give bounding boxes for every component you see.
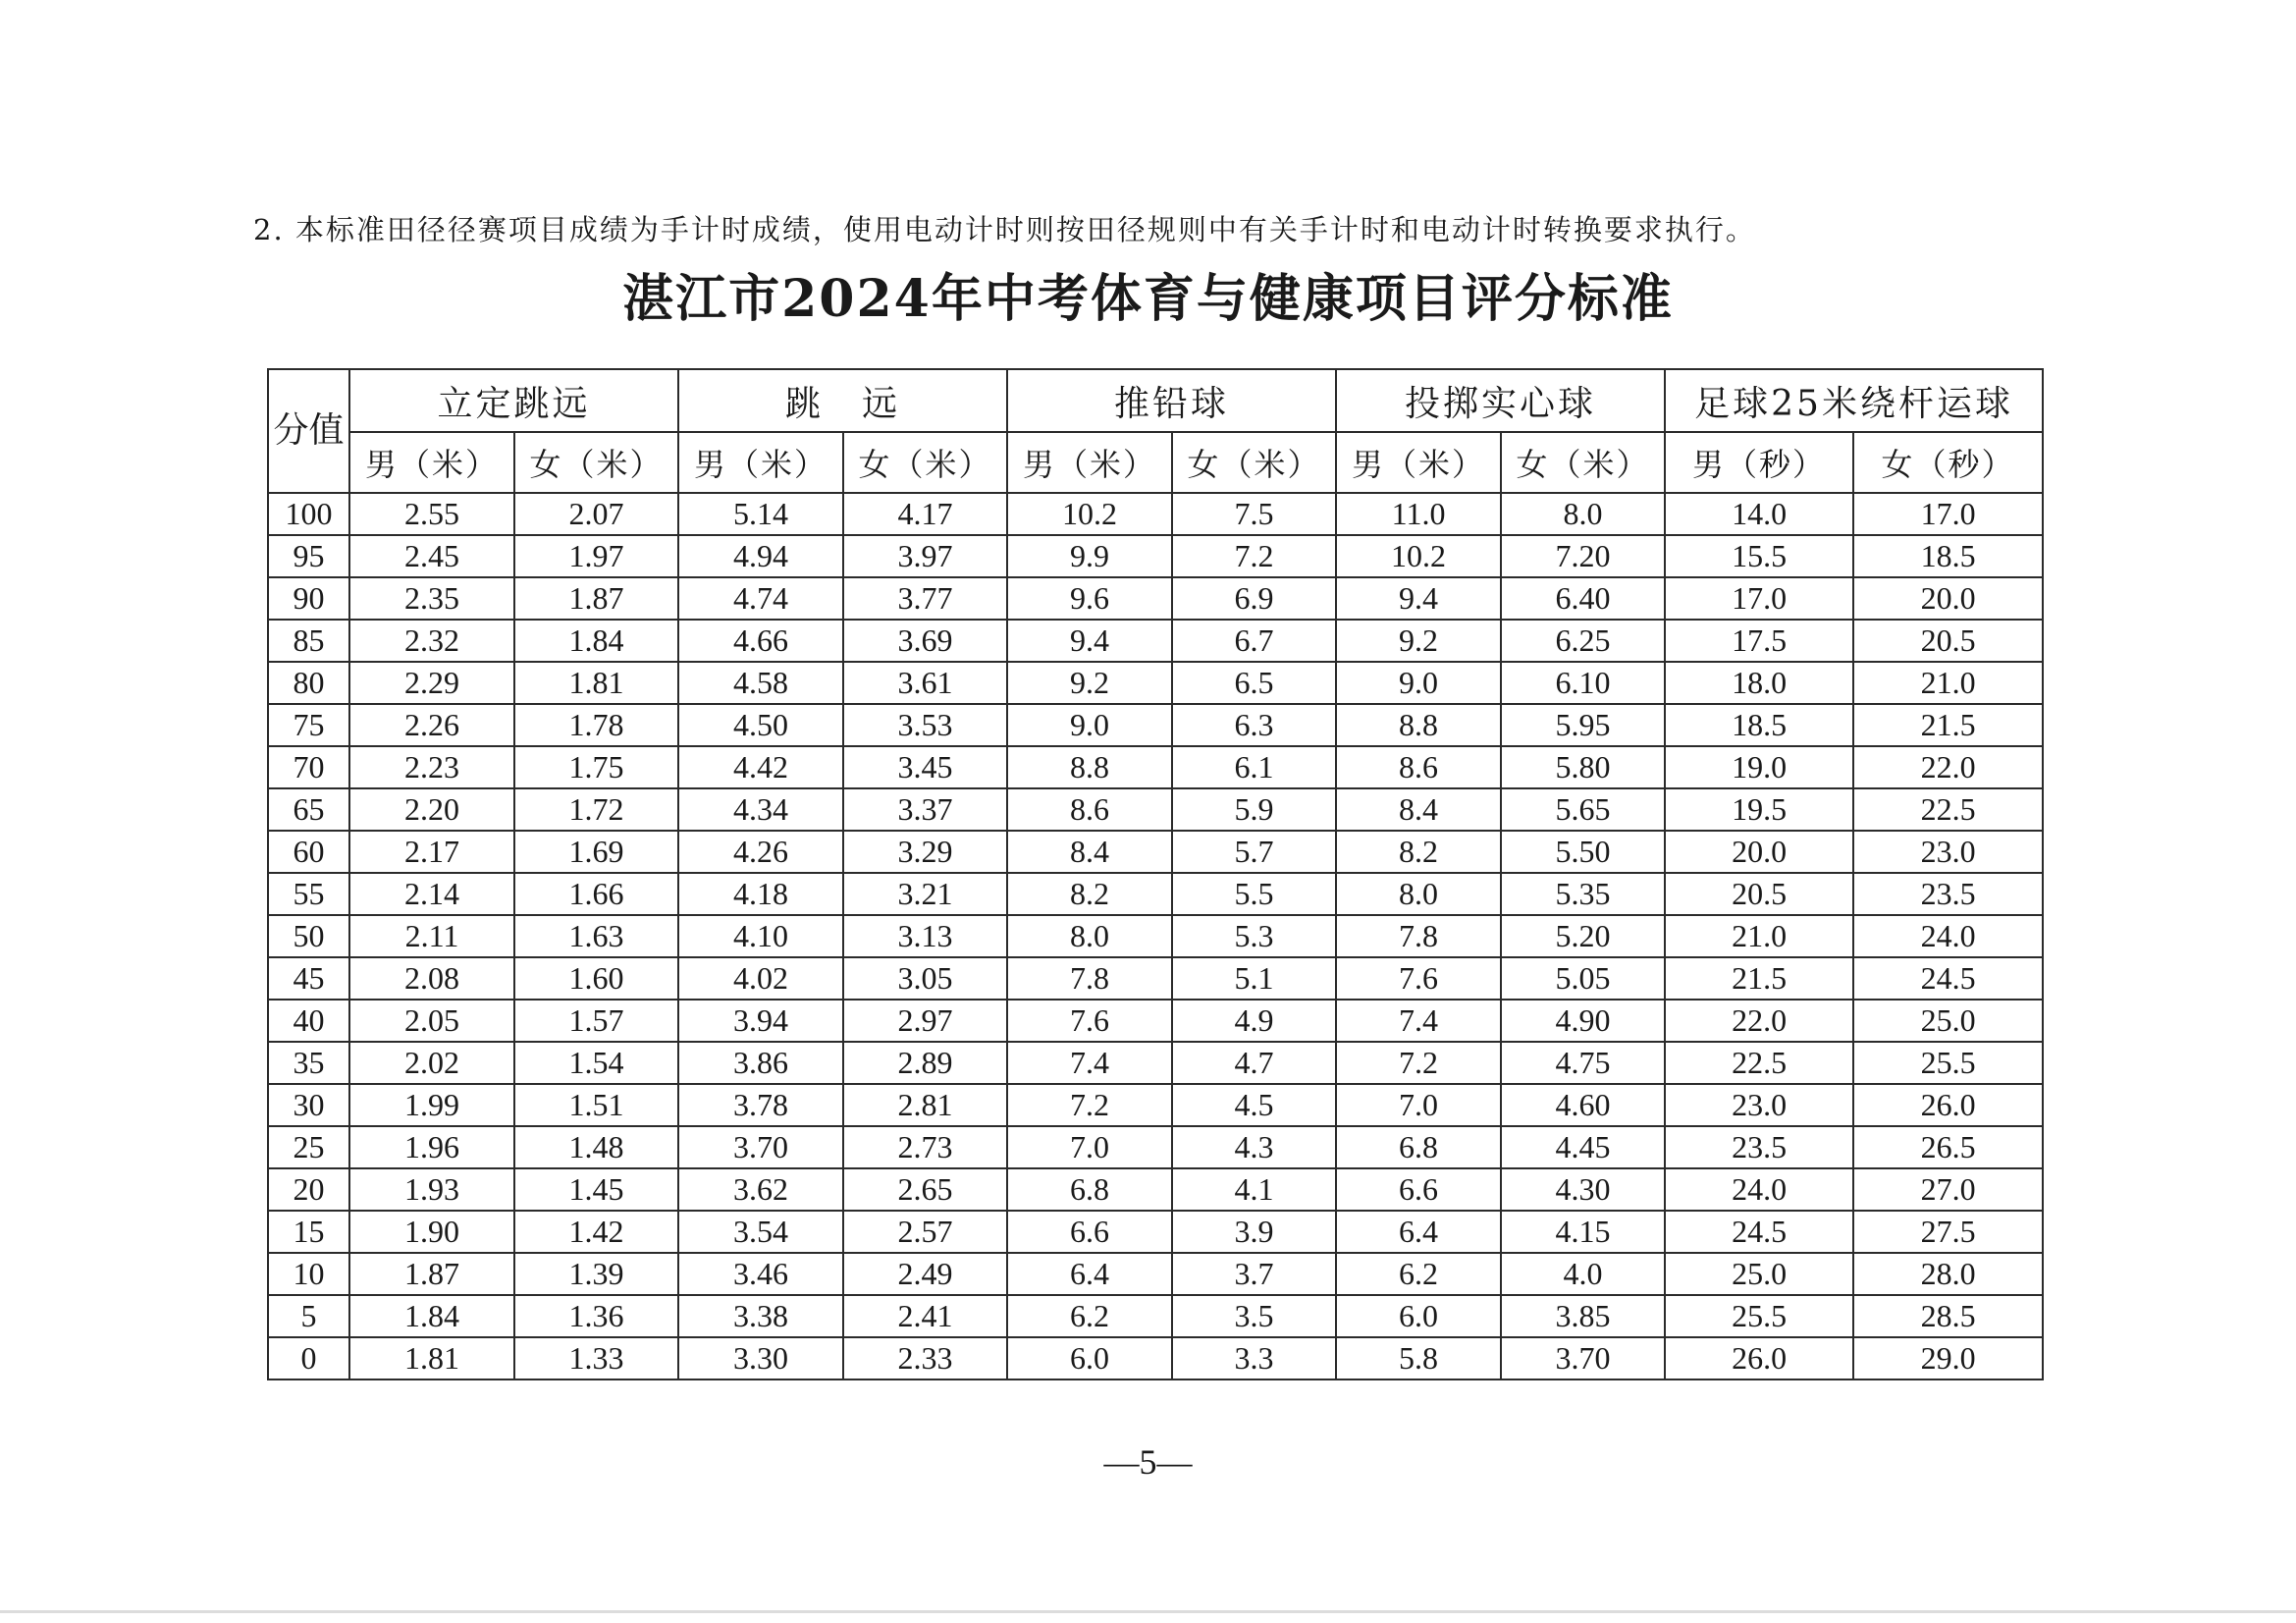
event-header: 足球25米绕杆运球 — [1665, 369, 2043, 432]
score-cell: 95 — [268, 535, 349, 577]
score-column-header: 分值 — [268, 369, 349, 493]
gender-unit-header: 女（米） — [1172, 432, 1336, 493]
standard-cell: 6.3 — [1172, 704, 1336, 746]
standard-cell: 7.2 — [1172, 535, 1336, 577]
standard-cell: 23.5 — [1853, 873, 2043, 915]
standard-cell: 9.4 — [1007, 620, 1172, 662]
standard-cell: 1.99 — [349, 1084, 514, 1126]
standard-cell: 3.69 — [843, 620, 1007, 662]
standard-cell: 5.7 — [1172, 831, 1336, 873]
standard-cell: 6.10 — [1501, 662, 1665, 704]
table-row — [268, 662, 2043, 704]
standard-cell: 9.2 — [1336, 620, 1501, 662]
note-text: 2. 本标准田径径赛项目成绩为手计时成绩，使用电动计时则按田径规则中有关手计时和电动计时转换要求执行。 — [253, 213, 1756, 246]
gender-unit-header: 女（米） — [514, 432, 678, 493]
standard-cell: 3.30 — [678, 1337, 843, 1380]
score-cell: 60 — [268, 831, 349, 873]
standard-cell: 10.2 — [1007, 493, 1172, 535]
standard-cell: 1.69 — [514, 831, 678, 873]
gender-unit-header: 女（米） — [843, 432, 1007, 493]
standard-cell: 21.0 — [1853, 662, 2043, 704]
standard-cell: 3.62 — [678, 1168, 843, 1211]
table-row — [268, 873, 2043, 915]
event-header: 推铅球 — [1007, 369, 1336, 432]
standard-cell: 20.0 — [1665, 831, 1853, 873]
standard-cell: 27.0 — [1853, 1168, 2043, 1211]
standard-cell: 6.2 — [1336, 1253, 1501, 1295]
standard-cell: 2.35 — [349, 577, 514, 620]
standard-cell: 4.02 — [678, 957, 843, 1000]
standard-cell: 8.0 — [1336, 873, 1501, 915]
standard-cell: 4.34 — [678, 788, 843, 831]
standard-cell: 2.23 — [349, 746, 514, 788]
standard-cell: 3.5 — [1172, 1295, 1336, 1337]
score-cell: 30 — [268, 1084, 349, 1126]
standard-cell: 2.32 — [349, 620, 514, 662]
table-row — [268, 1337, 2043, 1380]
standard-cell: 8.0 — [1007, 915, 1172, 957]
standard-cell: 1.87 — [349, 1253, 514, 1295]
gender-unit-header: 女（秒） — [1853, 432, 2043, 493]
standard-cell: 2.49 — [843, 1253, 1007, 1295]
standard-cell: 6.25 — [1501, 620, 1665, 662]
standard-cell: 27.5 — [1853, 1211, 2043, 1253]
standard-cell: 6.1 — [1172, 746, 1336, 788]
standard-cell: 8.2 — [1007, 873, 1172, 915]
standard-cell: 3.61 — [843, 662, 1007, 704]
standard-cell: 5.8 — [1336, 1337, 1501, 1380]
standard-cell: 2.73 — [843, 1126, 1007, 1168]
standard-cell: 1.84 — [349, 1295, 514, 1337]
standard-cell: 14.0 — [1665, 493, 1853, 535]
standard-cell: 25.5 — [1853, 1042, 2043, 1084]
standard-cell: 2.33 — [843, 1337, 1007, 1380]
gender-unit-header: 男（秒） — [1665, 432, 1853, 493]
table-row — [268, 620, 2043, 662]
table-row — [268, 957, 2043, 1000]
score-cell: 50 — [268, 915, 349, 957]
standard-cell: 4.5 — [1172, 1084, 1336, 1126]
standard-cell: 1.60 — [514, 957, 678, 1000]
score-cell: 35 — [268, 1042, 349, 1084]
standard-cell: 6.8 — [1336, 1126, 1501, 1168]
standard-cell: 4.0 — [1501, 1253, 1665, 1295]
score-cell: 0 — [268, 1337, 349, 1380]
document-title: 湛江市2024年中考体育与健康项目评分标准 — [622, 269, 1674, 329]
standard-cell: 8.8 — [1007, 746, 1172, 788]
score-cell: 45 — [268, 957, 349, 1000]
standard-cell: 2.89 — [843, 1042, 1007, 1084]
standard-cell: 1.57 — [514, 1000, 678, 1042]
gender-unit-header: 女（米） — [1501, 432, 1665, 493]
standard-cell: 5.35 — [1501, 873, 1665, 915]
standard-cell: 4.26 — [678, 831, 843, 873]
standard-cell: 4.94 — [678, 535, 843, 577]
score-cell: 100 — [268, 493, 349, 535]
standard-cell: 4.45 — [1501, 1126, 1665, 1168]
standard-cell: 2.41 — [843, 1295, 1007, 1337]
standard-cell: 2.55 — [349, 493, 514, 535]
table-row — [268, 746, 2043, 788]
standard-cell: 19.0 — [1665, 746, 1853, 788]
standard-cell: 3.9 — [1172, 1211, 1336, 1253]
score-cell: 20 — [268, 1168, 349, 1211]
standard-cell: 10.2 — [1336, 535, 1501, 577]
standard-cell: 1.63 — [514, 915, 678, 957]
standard-cell: 2.08 — [349, 957, 514, 1000]
table-row — [268, 577, 2043, 620]
standard-cell: 2.05 — [349, 1000, 514, 1042]
standard-cell: 8.2 — [1336, 831, 1501, 873]
event-header: 投掷实心球 — [1336, 369, 1665, 432]
standard-cell: 21.5 — [1853, 704, 2043, 746]
standard-cell: 26.0 — [1665, 1337, 1853, 1380]
table-row — [268, 1042, 2043, 1084]
standard-cell: 5.9 — [1172, 788, 1336, 831]
standard-cell: 7.4 — [1007, 1042, 1172, 1084]
standard-cell: 15.5 — [1665, 535, 1853, 577]
standard-cell: 7.6 — [1336, 957, 1501, 1000]
score-cell: 70 — [268, 746, 349, 788]
standard-cell: 2.14 — [349, 873, 514, 915]
standard-cell: 3.7 — [1172, 1253, 1336, 1295]
table-row — [268, 1253, 2043, 1295]
standard-cell: 1.97 — [514, 535, 678, 577]
standard-cell: 7.2 — [1007, 1084, 1172, 1126]
standard-cell: 3.3 — [1172, 1337, 1336, 1380]
standard-cell: 5.50 — [1501, 831, 1665, 873]
score-cell: 5 — [268, 1295, 349, 1337]
standard-cell: 22.0 — [1853, 746, 2043, 788]
standard-cell: 24.5 — [1853, 957, 2043, 1000]
standard-cell: 1.87 — [514, 577, 678, 620]
standard-cell: 6.9 — [1172, 577, 1336, 620]
standard-cell: 1.90 — [349, 1211, 514, 1253]
standard-cell: 2.26 — [349, 704, 514, 746]
standard-cell: 5.65 — [1501, 788, 1665, 831]
table-row — [268, 1168, 2043, 1211]
event-header: 跳 远 — [678, 369, 1007, 432]
gender-unit-header: 男（米） — [349, 432, 514, 493]
standard-cell: 1.54 — [514, 1042, 678, 1084]
standard-cell: 9.2 — [1007, 662, 1172, 704]
standard-cell: 1.51 — [514, 1084, 678, 1126]
score-cell: 75 — [268, 704, 349, 746]
standard-cell: 8.4 — [1336, 788, 1501, 831]
standard-cell: 2.97 — [843, 1000, 1007, 1042]
standard-cell: 3.70 — [1501, 1337, 1665, 1380]
table-row — [268, 1000, 2043, 1042]
standard-cell: 21.5 — [1665, 957, 1853, 1000]
standard-cell: 6.8 — [1007, 1168, 1172, 1211]
standard-cell: 9.6 — [1007, 577, 1172, 620]
standard-cell: 3.05 — [843, 957, 1007, 1000]
standard-cell: 7.20 — [1501, 535, 1665, 577]
standard-cell: 11.0 — [1336, 493, 1501, 535]
standard-cell: 6.6 — [1336, 1168, 1501, 1211]
standard-cell: 9.0 — [1007, 704, 1172, 746]
standard-cell: 4.9 — [1172, 1000, 1336, 1042]
gender-unit-header: 男（米） — [1007, 432, 1172, 493]
standard-cell: 8.6 — [1336, 746, 1501, 788]
standard-cell: 2.17 — [349, 831, 514, 873]
standard-cell: 4.75 — [1501, 1042, 1665, 1084]
gender-unit-header: 男（米） — [1336, 432, 1501, 493]
standard-cell: 6.4 — [1007, 1253, 1172, 1295]
scan-edge-divider — [0, 1610, 2296, 1613]
standard-cell: 4.1 — [1172, 1168, 1336, 1211]
standard-cell: 24.0 — [1853, 915, 2043, 957]
standard-cell: 3.77 — [843, 577, 1007, 620]
standard-cell: 5.1 — [1172, 957, 1336, 1000]
standard-cell: 6.5 — [1172, 662, 1336, 704]
standard-cell: 1.48 — [514, 1126, 678, 1168]
standard-cell: 21.0 — [1665, 915, 1853, 957]
scoring-table — [267, 368, 2044, 1380]
table-row — [268, 788, 2043, 831]
standard-cell: 2.02 — [349, 1042, 514, 1084]
standard-cell: 23.0 — [1665, 1084, 1853, 1126]
standard-cell: 17.5 — [1665, 620, 1853, 662]
standard-cell: 4.60 — [1501, 1084, 1665, 1126]
standard-cell: 2.20 — [349, 788, 514, 831]
standard-cell: 19.5 — [1665, 788, 1853, 831]
table-row — [268, 535, 2043, 577]
event-header: 立定跳远 — [349, 369, 678, 432]
standard-cell: 2.11 — [349, 915, 514, 957]
standard-cell: 7.4 — [1336, 1000, 1501, 1042]
standard-cell: 7.2 — [1336, 1042, 1501, 1084]
standard-cell: 9.4 — [1336, 577, 1501, 620]
standard-cell: 4.17 — [843, 493, 1007, 535]
standard-cell: 5.14 — [678, 493, 843, 535]
standard-cell: 7.5 — [1172, 493, 1336, 535]
standard-cell: 2.07 — [514, 493, 678, 535]
standard-cell: 1.42 — [514, 1211, 678, 1253]
standard-cell: 4.66 — [678, 620, 843, 662]
standard-cell: 28.0 — [1853, 1253, 2043, 1295]
page-number: —5— — [1103, 1442, 1193, 1482]
standard-cell: 7.8 — [1336, 915, 1501, 957]
standard-cell: 4.50 — [678, 704, 843, 746]
standard-cell: 7.6 — [1007, 1000, 1172, 1042]
standard-cell: 3.38 — [678, 1295, 843, 1337]
standard-cell: 5.80 — [1501, 746, 1665, 788]
standard-cell: 17.0 — [1853, 493, 2043, 535]
standard-cell: 3.21 — [843, 873, 1007, 915]
standard-cell: 20.5 — [1665, 873, 1853, 915]
score-cell: 65 — [268, 788, 349, 831]
standard-cell: 3.45 — [843, 746, 1007, 788]
standard-cell: 1.36 — [514, 1295, 678, 1337]
standard-cell: 18.0 — [1665, 662, 1853, 704]
standard-cell: 9.0 — [1336, 662, 1501, 704]
standard-cell: 1.33 — [514, 1337, 678, 1380]
standard-cell: 5.5 — [1172, 873, 1336, 915]
standard-cell: 4.90 — [1501, 1000, 1665, 1042]
standard-cell: 6.2 — [1007, 1295, 1172, 1337]
standard-cell: 4.42 — [678, 746, 843, 788]
standard-cell: 20.0 — [1853, 577, 2043, 620]
table-row — [268, 493, 2043, 535]
standard-cell: 1.72 — [514, 788, 678, 831]
standard-cell: 3.54 — [678, 1211, 843, 1253]
standard-cell: 6.7 — [1172, 620, 1336, 662]
standard-cell: 25.5 — [1665, 1295, 1853, 1337]
standard-cell: 8.4 — [1007, 831, 1172, 873]
standard-cell: 6.0 — [1007, 1337, 1172, 1380]
standard-cell: 1.45 — [514, 1168, 678, 1211]
standard-cell: 3.13 — [843, 915, 1007, 957]
standard-cell: 24.5 — [1665, 1211, 1853, 1253]
standard-cell: 1.39 — [514, 1253, 678, 1295]
score-cell: 10 — [268, 1253, 349, 1295]
standard-cell: 3.85 — [1501, 1295, 1665, 1337]
standard-cell: 4.10 — [678, 915, 843, 957]
standard-cell: 1.81 — [349, 1337, 514, 1380]
standard-cell: 25.0 — [1665, 1253, 1853, 1295]
standard-cell: 24.0 — [1665, 1168, 1853, 1211]
standard-cell: 2.65 — [843, 1168, 1007, 1211]
standard-cell: 1.81 — [514, 662, 678, 704]
standard-cell: 5.95 — [1501, 704, 1665, 746]
standard-cell: 2.57 — [843, 1211, 1007, 1253]
standard-cell: 7.0 — [1336, 1084, 1501, 1126]
standard-cell: 6.40 — [1501, 577, 1665, 620]
standard-cell: 3.86 — [678, 1042, 843, 1084]
score-cell: 15 — [268, 1211, 349, 1253]
standard-cell: 18.5 — [1665, 704, 1853, 746]
score-cell: 25 — [268, 1126, 349, 1168]
standard-cell: 23.0 — [1853, 831, 2043, 873]
standard-cell: 4.18 — [678, 873, 843, 915]
standard-cell: 20.5 — [1853, 620, 2043, 662]
standard-cell: 6.6 — [1007, 1211, 1172, 1253]
standard-cell: 7.8 — [1007, 957, 1172, 1000]
table-row — [268, 915, 2043, 957]
standard-cell: 3.78 — [678, 1084, 843, 1126]
standard-cell: 7.0 — [1007, 1126, 1172, 1168]
standard-cell: 4.58 — [678, 662, 843, 704]
table-row — [268, 1211, 2043, 1253]
standard-cell: 1.93 — [349, 1168, 514, 1211]
standard-cell: 8.8 — [1336, 704, 1501, 746]
standard-cell: 4.74 — [678, 577, 843, 620]
table-row — [268, 1084, 2043, 1126]
score-cell: 55 — [268, 873, 349, 915]
standard-cell: 6.0 — [1336, 1295, 1501, 1337]
standard-cell: 3.46 — [678, 1253, 843, 1295]
standard-cell: 17.0 — [1665, 577, 1853, 620]
standard-cell: 5.3 — [1172, 915, 1336, 957]
standard-cell: 1.75 — [514, 746, 678, 788]
standard-cell: 4.3 — [1172, 1126, 1336, 1168]
standard-cell: 2.81 — [843, 1084, 1007, 1126]
table-row — [268, 1126, 2043, 1168]
standard-cell: 4.7 — [1172, 1042, 1336, 1084]
standard-cell: 22.0 — [1665, 1000, 1853, 1042]
standard-cell: 5.20 — [1501, 915, 1665, 957]
standard-cell: 6.4 — [1336, 1211, 1501, 1253]
standard-cell: 3.29 — [843, 831, 1007, 873]
standard-cell: 28.5 — [1853, 1295, 2043, 1337]
standard-cell: 26.5 — [1853, 1126, 2043, 1168]
standard-cell: 2.29 — [349, 662, 514, 704]
table-row — [268, 831, 2043, 873]
standard-cell: 3.94 — [678, 1000, 843, 1042]
standard-cell: 4.30 — [1501, 1168, 1665, 1211]
gender-header-row — [268, 432, 2043, 493]
table-row — [268, 1295, 2043, 1337]
standard-cell: 1.84 — [514, 620, 678, 662]
standard-cell: 1.96 — [349, 1126, 514, 1168]
standard-cell: 23.5 — [1665, 1126, 1853, 1168]
standard-cell: 3.97 — [843, 535, 1007, 577]
standard-cell: 9.9 — [1007, 535, 1172, 577]
standard-cell: 3.37 — [843, 788, 1007, 831]
score-cell: 90 — [268, 577, 349, 620]
table-row — [268, 704, 2043, 746]
scoring-table-body — [268, 493, 2043, 1380]
standard-cell: 22.5 — [1853, 788, 2043, 831]
standard-cell: 1.78 — [514, 704, 678, 746]
standard-cell: 29.0 — [1853, 1337, 2043, 1380]
standard-cell: 8.6 — [1007, 788, 1172, 831]
standard-cell: 2.45 — [349, 535, 514, 577]
standard-cell: 3.70 — [678, 1126, 843, 1168]
event-header-row — [268, 369, 2043, 432]
standard-cell: 1.66 — [514, 873, 678, 915]
score-cell: 40 — [268, 1000, 349, 1042]
standard-cell: 8.0 — [1501, 493, 1665, 535]
score-cell: 80 — [268, 662, 349, 704]
score-cell: 85 — [268, 620, 349, 662]
standard-cell: 4.15 — [1501, 1211, 1665, 1253]
standard-cell: 18.5 — [1853, 535, 2043, 577]
standard-cell: 26.0 — [1853, 1084, 2043, 1126]
standard-cell: 3.53 — [843, 704, 1007, 746]
standard-cell: 25.0 — [1853, 1000, 2043, 1042]
standard-cell: 5.05 — [1501, 957, 1665, 1000]
gender-unit-header: 男（米） — [678, 432, 843, 493]
standard-cell: 22.5 — [1665, 1042, 1853, 1084]
